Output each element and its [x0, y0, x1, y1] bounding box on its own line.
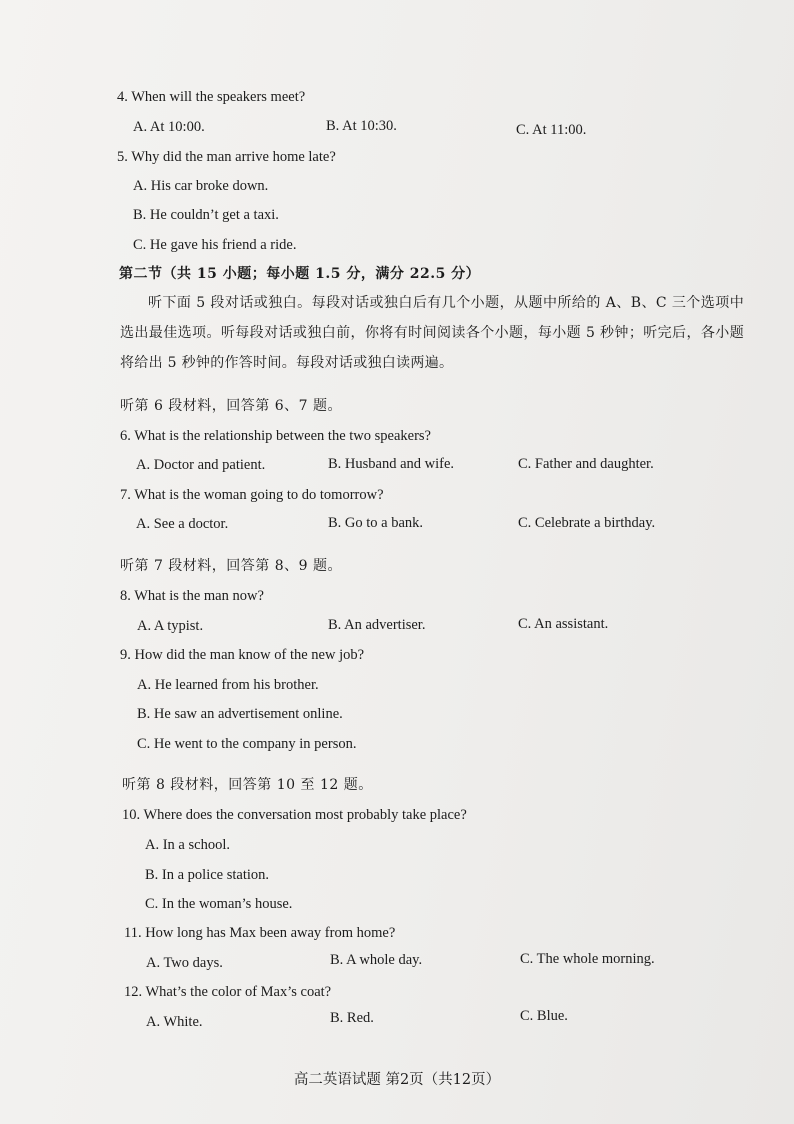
- question-9-option-b: B. He saw an advertisement online.: [137, 706, 343, 722]
- question-7-option-c: C. Celebrate a birthday.: [518, 515, 656, 531]
- question-11-stem: 11. How long has Max been away from home?: [124, 925, 396, 941]
- question-4-option-a: A. At 10:00.: [133, 119, 205, 135]
- question-11-option-a: A. Two days.: [146, 955, 223, 971]
- question-5-option-b: B. He couldn’t get a taxi.: [133, 207, 279, 223]
- passage-6-prompt: 听第 6 段材料，回答第 6、7 题。: [120, 398, 343, 414]
- question-12-option-c: C. Blue.: [520, 1008, 568, 1024]
- question-10-option-c: C. In the woman’s house.: [145, 896, 293, 912]
- question-9-option-c: C. He went to the company in person.: [137, 736, 357, 752]
- question-9-stem: 9. How did the man know of the new job?: [120, 647, 365, 663]
- question-8-option-b: B. An advertiser.: [328, 617, 426, 633]
- question-10-option-a: A. In a school.: [145, 837, 230, 853]
- question-6-stem: 6. What is the relationship between the two speakers?: [120, 428, 431, 444]
- question-8-option-a: A. A typist.: [137, 618, 204, 634]
- passage-8-prompt: 听第 8 段材料，回答第 10 至 12 题。: [122, 777, 373, 793]
- section-heading: 第二节（共 15 小题；每小题 1.5 分，满分 22.5 分）: [119, 266, 481, 282]
- question-4-stem: 4. When will the speakers meet?: [117, 89, 306, 105]
- question-7-option-b: B. Go to a bank.: [328, 515, 424, 531]
- question-10-stem: 10. Where does the conversation most probably take place?: [122, 807, 467, 823]
- question-5-option-a: A. His car broke down.: [133, 178, 269, 194]
- passage-7-prompt: 听第 7 段材料，回答第 8、9 题。: [120, 558, 343, 574]
- question-12-option-a: A. White.: [146, 1014, 203, 1030]
- question-6-option-c: C. Father and daughter.: [518, 456, 654, 472]
- question-7-option-a: A. See a doctor.: [136, 516, 229, 532]
- question-10-option-b: B. In a police station.: [145, 867, 270, 883]
- question-5-option-c: C. He gave his friend a ride.: [133, 237, 297, 253]
- question-9-option-a: A. He learned from his brother.: [137, 677, 319, 693]
- question-12-option-b: B. Red.: [330, 1010, 374, 1026]
- question-7-stem: 7. What is the woman going to do tomorrow?: [120, 487, 384, 503]
- section-instructions: 听下面 5 段对话或独白。每段对话或独白后有几个小题，从题中所给的 A、B、C 三个选项中选出最佳选项。听每段对话或独白前，你将有时间阅读各个小题，每小题 5 秒钟；听完后，各小题将给出 5 秒钟的作答时间。每段对话或独白读两遍。: [120, 295, 744, 371]
- question-8-option-c: C. An assistant.: [518, 616, 609, 632]
- question-8-stem: 8. What is the man now?: [120, 588, 264, 604]
- page-footer: 高二英语试题 第2页（共12页）: [293, 1072, 501, 1088]
- question-6-option-a: A. Doctor and patient.: [136, 457, 266, 473]
- question-11-option-c: C. The whole morning.: [520, 951, 655, 967]
- question-5-stem: 5. Why did the man arrive home late?: [117, 149, 336, 165]
- question-11-option-b: B. A whole day.: [330, 952, 423, 968]
- question-12-stem: 12. What’s the color of Max’s coat?: [124, 984, 332, 1000]
- question-4-option-c: C. At 11:00.: [516, 122, 587, 138]
- question-4-option-b: B. At 10:30.: [326, 118, 397, 134]
- question-6-option-b: B. Husband and wife.: [328, 456, 455, 472]
